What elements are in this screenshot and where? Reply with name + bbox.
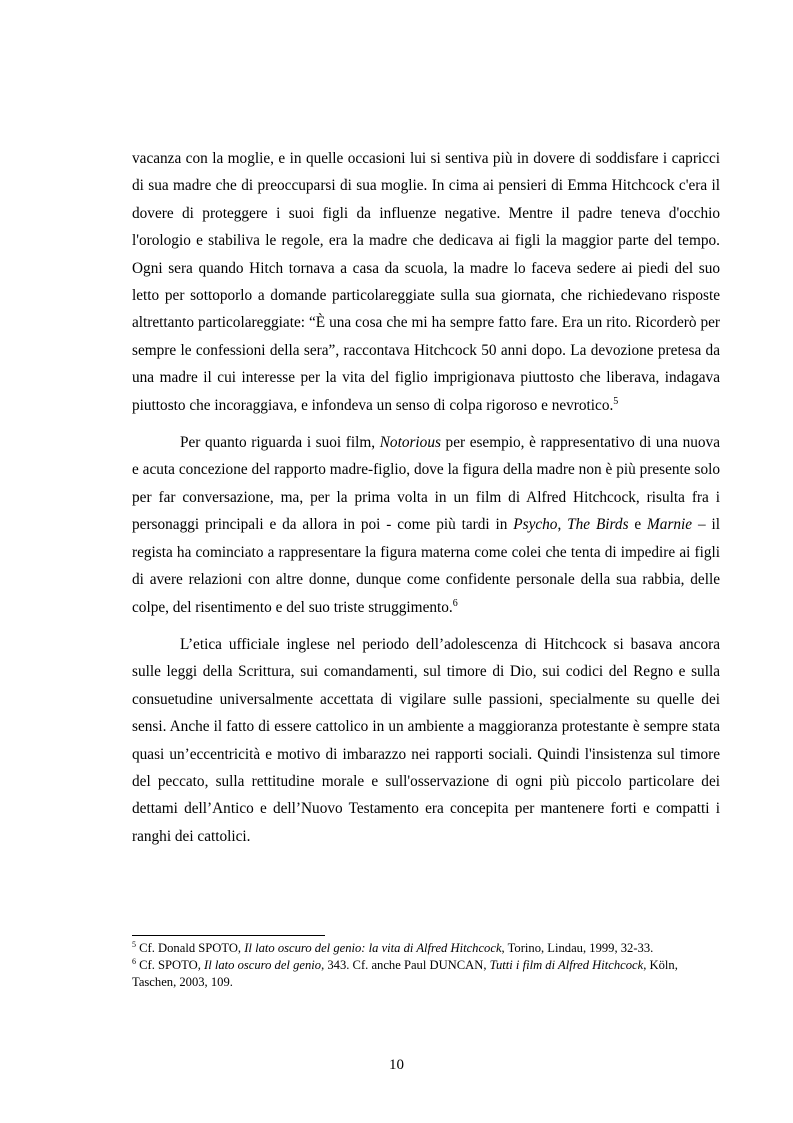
footnote-marker: 6 [452,597,458,609]
footnote-6 [132,957,720,991]
italic-title: Il lato oscuro del genio [204,958,322,972]
footnote-marker: 5 [132,939,136,949]
paragraph-3 [132,631,720,850]
text-run: – il regista ha cominciato a rappresentare la figura materna come colei che tenta di impedire ai figli di avere relazioni con altre donne, dunque come confidente personale della sua rabbia, delle colpe, del risentimento e del suo triste struggimento. [132,516,720,616]
body-text [132,145,720,860]
text-run: vacanza con la moglie, e in quelle occasioni lui si sentiva più in dovere di soddisfare i capricci di sua madre che di preoccuparsi di sua moglie. In cima ai pensieri di Emma Hitchcock c'era il dovere di proteggere i suoi figli da influenze negative. Mentre il padre teneva d'occhio l'orologio e stabiliva le regole, era la madre che dedicava ai figli la maggior parte del tempo. Ogni sera quando Hitch tornava a casa da scuola, la madre lo faceva sedere ai piedi del suo letto per sottoporlo a domande particolareggiate sulla sua giornata, che richiedevano risposte altrettanto particolareggiate: “È una cosa che mi ha sempre fatto fare. Era un rito. Ricorderò per sempre le confessioni della sera”, raccontava Hitchcock 50 anni dopo. La devozione pretesa da una madre il cui interesse per la vita del figlio imprigionava piuttosto che liberava, indagava piuttosto che incoraggiava, e infondeva un senso di colpa rigoroso e nevrotico. [132,150,720,414]
footnote-5 [132,940,720,957]
text-run: Cf. Donald SPOTO, [136,941,245,955]
text-run: L’etica ufficiale inglese nel periodo dell’adolescenza di Hitchcock si basava ancora sulle leggi della Scrittura, sui comandamenti, sul timore di Dio, sui codici del Regno e sulla consuetudine universalmente accettata di vigilare sulle passioni, specialmente su quelle dei sensi. Anche il fatto di essere cattolico in un ambiente a maggioranza protestante è sempre stata quasi un’eccentricità e motivo di imbarazzo nei rapporti sociali. Quindi l'insistenza sul timore del peccato, sulla rettitudine morale e sull'osservazione di ogni più piccolo particolare dei dettami dell’Antico e dell’Nuovo Testamento era concepita per mantenere forti e compatti i ranghi dei cattolici. [132,635,720,845]
text-run: Cf. SPOTO, [136,958,204,972]
text-run: e [628,516,648,534]
italic-title: Notorious [379,434,441,452]
text-run: , 343. Cf. anche Paul DUNCAN, [321,958,490,972]
text-run: , Torino, Lindau, 1999, 32-33. [501,941,654,955]
text-run: , [557,516,568,534]
italic-title: The Birds [567,516,629,534]
italic-title: Marnie [647,516,693,534]
italic-title: Psycho [513,516,558,534]
footnote-marker: 6 [132,956,136,966]
footnote-separator [132,935,325,936]
footnotes [132,940,720,991]
footnote-marker: 5 [613,395,619,407]
italic-title: Il lato oscuro del genio: la vita di Alfred Hitchcock [244,941,502,955]
paragraph-2 [132,429,720,621]
paragraph-1 [132,145,720,419]
text-run: , Köln, Taschen, 2003, 109. [132,958,678,989]
page-number: 10 [389,1057,404,1073]
italic-title: Tutti i film di Alfred Hitchcock [489,958,644,972]
text-run: Per quanto riguarda i suoi film, [180,434,380,452]
text-run: per esempio, è rappresentativo di una nuova e acuta concezione del rapporto madre-figlio, dove la figura della madre non è più presente solo per far conversazione, ma, per la prima volta in un film di Alfred Hitchcock, risulta fra i personaggi principali e da allora in poi - come più tardi in [132,434,720,534]
